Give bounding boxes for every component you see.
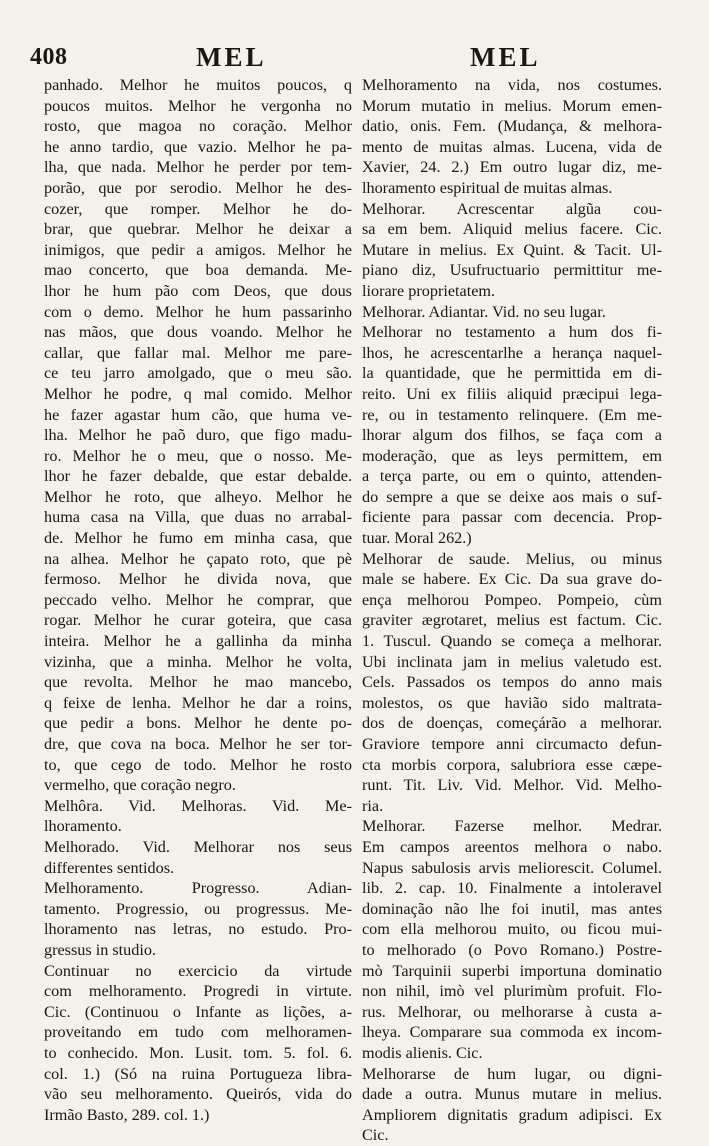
text-line: ce teu jarro amolgado, que o meu são. (44, 364, 352, 383)
text-line: brar, que quebrar. Melhor he deixar a (44, 220, 352, 239)
text-line: Mutare in melius. Ex Quint. & Tacit. Ul- (362, 240, 662, 259)
text-line: inimigos, que pedir a amigos. Melhor he (44, 240, 352, 259)
text-line: graviter ægrotaret, melius est factum. Cic. (362, 611, 662, 630)
text-line: Morum mutatio in melius. Morum emen- (362, 96, 662, 115)
text-line: lhoramento espiritual de muitas almas. (362, 178, 613, 197)
text-line: tuar. Moral 262.) (362, 529, 472, 548)
text-line: lha. Melhor he paõ duro, que figo madu- (44, 426, 352, 445)
text-line: cozer, que romper. Melhor he do- (44, 199, 352, 218)
text-line: q feixe de lenha. Melhor he dar a roins, (44, 693, 352, 712)
text-line: panhado. Melhor he muitos poucos, q (44, 76, 352, 94)
text-line: com o demo. Melhor he hum passarinho (44, 302, 352, 321)
text-line: vizinha, que a minha. Melhor he volta, (44, 652, 352, 671)
text-line: Ampliorem dignitatis gradum adipisci. Ex (362, 1105, 662, 1124)
text-line: Continuar no exercicio da virtude (44, 961, 352, 980)
text-line: peccado velho. Melhor he comprar, que (44, 590, 352, 609)
text-line: lhoramento nas letras, no estudo. Pro- (44, 920, 352, 939)
text-line: Cic. (Continuou o Infante as lições, a- (44, 1002, 352, 1021)
page-number: 408 (30, 44, 68, 70)
text-line: lhor he fazer debalde, que estar debalde. (44, 467, 352, 486)
text-line: Melhorar no testamento a hum dos fi- (362, 323, 662, 342)
text-line: sa em bem. Aliquid melius facere. Cic. (362, 220, 662, 239)
text-line: nas mãos, que dous voando. Melhor he (44, 323, 352, 342)
text-line: rogar. Melhor he curar goteira, que casa (44, 611, 352, 630)
text-line: la quantidade, que he permittida em di- (362, 364, 662, 383)
text-line: Melhorar de saude. Melius, ou minus (362, 549, 662, 568)
text-line: reito. Uni ex filiis aliquid præcipui lega- (362, 384, 662, 403)
text-line: Melhorar. Fazerse melhor. Medrar. (362, 817, 662, 836)
running-header-right: MEL (470, 42, 541, 72)
running-header-left: MEL (196, 42, 267, 72)
text-line: Melhoramento na vida, nos costumes. (362, 76, 662, 94)
text-line: que revolta. Melhor he mao mancebo, (44, 673, 352, 692)
text-line: ficiente para passar com decencia. Prop- (362, 508, 662, 527)
text-line: poucos muitos. Melhor he vergonha no (44, 96, 352, 115)
text-line: rus. Melhorar, ou melhorarse à custa a- (362, 1002, 662, 1021)
text-line: lhor he hum pão com Deos, que dous (44, 281, 352, 300)
text-line: dre, que cova na boca. Melhor he ser tor- (44, 735, 352, 753)
text-line: Cic. (362, 1126, 389, 1145)
text-line: proveitando em tudo com melhoramen- (44, 1023, 352, 1042)
text-line: do sempre a que se deixe aos mais o suf- (362, 487, 662, 506)
text-line: lheya. Comparare sua commoda ex incom- (362, 1023, 662, 1042)
text-line: fermoso. Melhor he divida nova, que (44, 570, 352, 589)
text-line: mò Tarquinii superbi importuna dominatio (362, 961, 662, 980)
text-line: Melhôra. Vid. Melhoras. Vid. Me- (44, 796, 352, 815)
text-line: cta morbis corpora, salubriora esse cæpe- (362, 755, 662, 774)
text-line: dos de doenças, começárão a melhorar. (362, 714, 662, 733)
text-line: com melhoramento. Progredi in virtute. (44, 982, 352, 1001)
text-line: Ubi inclinata jam in melius valetudo est. (362, 652, 662, 671)
text-line: huma casa na Villa, que duas no arrabal- (44, 508, 352, 527)
text-line: dade a outra. Munus mutare in melius. (362, 1085, 662, 1104)
text-line: molestos, os que havião sido maltrata- (362, 693, 662, 712)
text-line: moderação, que as leys permittem, em (362, 446, 662, 465)
text-line: non nihil, imò vel plurimùm profuit. Flo- (362, 982, 662, 1001)
text-line: Melhoramento. Progresso. Adian- (44, 879, 352, 898)
text-line: modis alienis. Cic. (362, 1043, 483, 1062)
left-text-column (44, 75, 352, 1125)
text-line: Melhorar. Acrescentar algũa cou- (362, 199, 662, 218)
text-line: Melhorarse de hum lugar, ou digni- (362, 1064, 662, 1083)
text-line: tamento. Progressio, ou progressus. Me- (44, 899, 352, 918)
text-line: ença melhorou Pompeo. Pompeio, cùm (362, 590, 662, 609)
text-line: Xavier, 24. 2.) Em outro lugar diz, me- (362, 158, 662, 177)
text-line: Cels. Passados os tempos do anno mais (362, 673, 662, 692)
text-line: mao concerto, que boa demanda. Me- (44, 261, 352, 280)
text-line: Graviore tempore anni circumacto defun- (362, 735, 662, 753)
text-line: lhos, he acrescentarlhe a herança naquel- (362, 343, 662, 362)
text-line: gressus in studio. (44, 940, 156, 959)
text-line: lib. 2. cap. 10. Finalmente a intoleravel (362, 879, 662, 898)
text-line: callar, que fallar mal. Melhor me pare- (44, 343, 352, 362)
text-line: re, ou in testamento relinquere. (Em me- (362, 405, 662, 424)
text-line: Melhorado. Vid. Melhorar nos seus (44, 837, 352, 856)
text-line: lhoramento. (44, 817, 122, 836)
text-line: he fazer agastar hum cão, que huma ve- (44, 405, 352, 424)
text-line: de. Melhor he fumo em minha casa, que (44, 529, 352, 548)
text-line: lhorar algum dos filhos, se faça com a (362, 426, 662, 445)
text-line: ro. Melhor he o meu, que o nosso. Me- (44, 446, 352, 465)
text-line: a terça parte, ou em o quinto, attenden- (362, 467, 662, 486)
text-line: datio, onis. Fem. (Mudança, & melhora- (362, 117, 662, 136)
text-line: piano diz, Usufructuario permittitur me- (362, 261, 662, 280)
text-line: to melhorado (o Povo Romano.) Postre- (362, 940, 662, 959)
text-line: com ella melhorou muito, ou ficou mui- (362, 920, 662, 939)
text-line: que pedir a bons. Melhor he dente po- (44, 714, 352, 733)
text-line: ria. (362, 796, 384, 815)
text-line: to conhecido. Mon. Lusit. tom. 5. fol. 6. (44, 1043, 352, 1062)
text-line: Melhorar. Adiantar. Vid. no seu lugar. (362, 302, 606, 321)
right-text-column (362, 75, 662, 1146)
text-line: lha, que nada. Melhor he perder por tem- (44, 158, 352, 177)
text-line: na alhea. Melhor he çapato roto, que pè (44, 549, 352, 568)
text-line: Irmão Basto, 289. col. 1.) (44, 1105, 210, 1124)
text-line: mento de muitas almas. Lucena, vida de (362, 137, 662, 156)
text-line: differentes sentidos. (44, 858, 175, 877)
text-line: male se habere. Ex Cic. Da sua grave do- (362, 570, 662, 589)
text-line: liorare proprietatem. (362, 281, 496, 300)
text-line: Em campos areentos melhora o nabo. (362, 837, 662, 856)
text-line: he anno tardio, que vazio. Melhor he pa- (44, 137, 352, 156)
text-line: vermelho, que coração negro. (44, 776, 236, 795)
text-line: Melhor he podre, q mal comido. Melhor (44, 384, 352, 403)
text-line: col. 1.) (Só na ruina Portugueza libra- (44, 1064, 352, 1083)
text-line: vão seu melhoramento. Queirós, vida do (44, 1085, 352, 1104)
text-line: Melhor he roto, que alheyo. Melhor he (44, 487, 352, 506)
text-line: Napus sabulosis arvis meliorescit. Columel. (362, 858, 662, 877)
text-line: 1. Tuscul. Quando se começa a melhorar. (362, 632, 662, 651)
text-line: porão, que por serodio. Melhor he des- (44, 178, 352, 197)
text-line: runt. Tit. Liv. Vid. Melhor. Vid. Melho- (362, 776, 662, 795)
text-line: to, que cego de todo. Melhor he rosto (44, 755, 352, 774)
text-line: inteira. Melhor he a gallinha da minha (44, 632, 352, 651)
text-line: rosto, que magoa no coração. Melhor (44, 117, 352, 136)
text-line: dominação não lhe foi inutil, mas antes (362, 899, 662, 918)
